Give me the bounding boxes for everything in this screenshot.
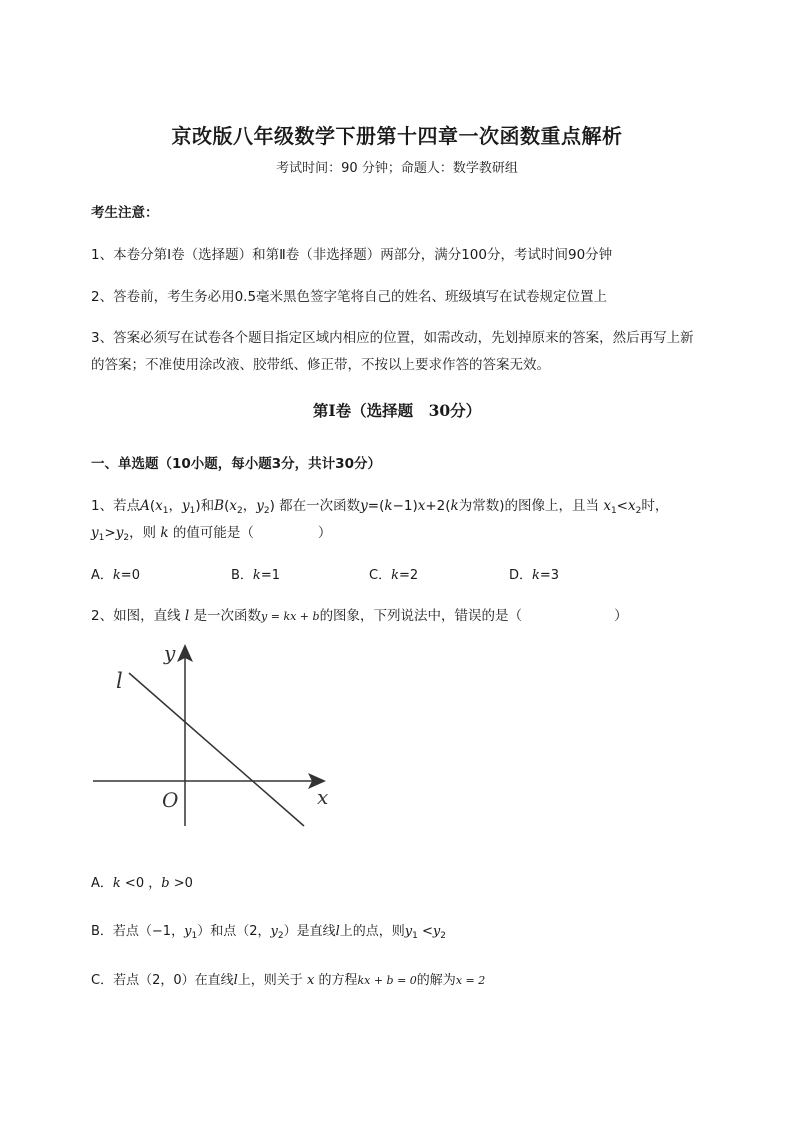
notice-item-3: 3、答案必须写在试卷各个题目指定区域内相应的位置，如需改动，先划掉原来的答案，然后再写上新	[91, 330, 694, 346]
notice-heading: 考生注意：	[91, 205, 159, 221]
question-2-option-c[interactable]: C．若点（2，0）在直线l上，则关于 x 的方程kx + b = 0的解为x = 2	[91, 973, 486, 988]
question-1-option-a[interactable]: A．k=0	[91, 568, 140, 583]
page-title: 京改版八年级数学下册第十四章一次函数重点解析	[171, 124, 623, 148]
page-subtitle: 考试时间：90 分钟；命题人：数学教研组	[276, 161, 518, 176]
question-1-option-c[interactable]: C．k=2	[369, 568, 419, 583]
question-1-line-1: 1、若点$A(x_1$，$y_1$)和$B(x_2$，$y_2$) 都在一次函数y=(k−1)x+2(k为常数)的图像上，且当 $x_1<x_2$时，	[91, 498, 669, 516]
question-2-option-b[interactable]: B．若点（−1，$y_1$）和点（2，$y_2$）是直线l上的点，则$y_1 <y_2$	[91, 924, 446, 941]
notice-item-3-cont: 的答案；不准使用涂改液、胶带纸、修正带，不按以上要求作答的答案无效。	[91, 357, 550, 373]
notice-item-2: 2、答卷前，考生务必用0.5毫米黑色签字笔将自己的姓名、班级填写在试卷规定位置上	[91, 289, 608, 305]
x-axis-label: x	[317, 785, 329, 809]
section-title: 第Ⅰ卷（选择题 30分）	[312, 401, 482, 420]
question-1-option-d[interactable]: D．k=3	[509, 568, 560, 583]
origin-label: O	[162, 788, 179, 812]
notice-item-1: 1、本卷分第Ⅰ卷（选择题）和第Ⅱ卷（非选择题）两部分，满分100分，考试时间90分钟	[91, 247, 613, 263]
y-axis-label: y	[164, 641, 176, 665]
question-2-stem: 2、如图，直线 l 是一次函数y = kx + b的图象，下列说法中，错误的是（ ）	[91, 608, 628, 624]
question-1-line-2: $y_1>y_2$，则 k 的值可能是（ ）	[91, 525, 332, 543]
line-l	[129, 673, 304, 826]
question-2-graph	[88, 636, 338, 832]
question-1-option-b[interactable]: B．k=1	[231, 568, 280, 583]
line-label: l	[116, 669, 123, 693]
question-2-option-a[interactable]: A．k <0 ，b >0	[91, 876, 193, 891]
part-heading: 一、单选题（10小题，每小题3分，共计30分）	[91, 456, 381, 472]
